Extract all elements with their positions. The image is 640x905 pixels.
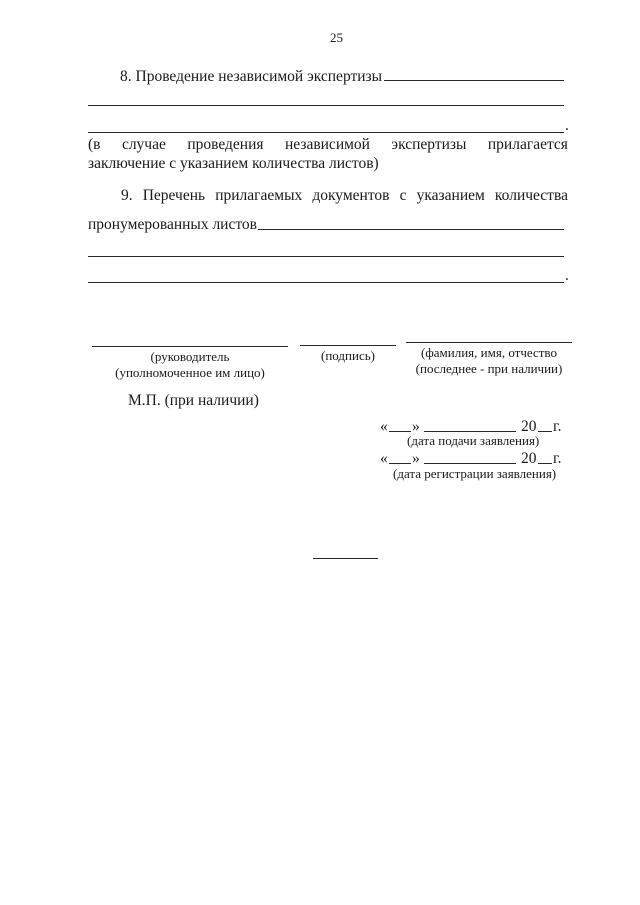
section9-word: Перечень xyxy=(142,187,206,204)
note-word: экспертизы xyxy=(391,136,467,153)
registration-date-year-prefix: 20 xyxy=(521,450,537,467)
filing-date-quote-close: » xyxy=(412,418,420,435)
section9-word: указанием xyxy=(416,187,485,204)
filing-date-quote-open: « xyxy=(380,418,388,435)
note-word: прилагается xyxy=(487,136,568,153)
registration-date-year-suffix: г. xyxy=(553,450,562,467)
stamp-label: М.П. (при наличии) xyxy=(128,392,259,409)
note-word: независимой xyxy=(284,136,370,153)
page-number: 25 xyxy=(330,30,343,45)
head-caption-line1: (руководитель xyxy=(150,349,230,364)
sign-caption: (подпись) xyxy=(321,348,375,363)
name-caption-line1: (фамилия, имя, отчество xyxy=(421,345,557,360)
name-caption-line2: (последнее - при наличии) xyxy=(415,361,563,376)
section8-note-line2: заключение с указанием количества листов) xyxy=(88,155,379,172)
closing-separator xyxy=(313,558,378,559)
section8-heading: 8. Проведение независимой экспертизы xyxy=(120,68,383,85)
section8-note-line1 xyxy=(88,136,568,154)
name-caption xyxy=(400,345,578,377)
section9-line1 xyxy=(121,187,568,205)
section9-fill-line-2 xyxy=(88,256,564,257)
note-word: случае xyxy=(121,136,166,153)
section8-fill-line-1 xyxy=(384,80,564,81)
section9-word: количества xyxy=(494,187,568,204)
registration-date-day-line xyxy=(389,463,411,464)
filing-date-year-suffix: г. xyxy=(553,418,562,435)
section9-line2: пронумерованных листов xyxy=(88,216,257,233)
filing-date-day-line xyxy=(389,431,411,432)
head-caption-line2: (уполномоченное им лицо) xyxy=(115,365,265,380)
sign-signature-line xyxy=(300,345,396,346)
section9-fill-line-1 xyxy=(258,229,564,230)
section9-word: документов xyxy=(312,187,390,204)
note-word: (в xyxy=(88,136,101,153)
registration-date-quote-open: « xyxy=(380,450,388,467)
head-caption xyxy=(92,349,288,381)
filing-date-year-prefix: 20 xyxy=(521,418,537,435)
section9-word: 9. xyxy=(121,187,133,204)
registration-date-year-line xyxy=(538,463,552,464)
filing-date-month-line xyxy=(424,431,516,432)
section9-end-dot: . xyxy=(565,267,569,284)
registration-date-label: (дата регистрации заявления) xyxy=(393,466,557,481)
filing-date-label: (дата подачи заявления) xyxy=(407,433,540,448)
section9-word: с xyxy=(399,187,407,204)
head-signature-line xyxy=(92,346,288,347)
name-signature-line xyxy=(406,342,572,343)
section9-word: прилагаемых xyxy=(215,187,303,204)
registration-date-quote-close: » xyxy=(412,450,420,467)
section8-end-dot: . xyxy=(565,117,569,134)
registration-date-month-line xyxy=(424,463,516,464)
section9-fill-line-3 xyxy=(88,282,564,283)
filing-date-year-line xyxy=(538,431,552,432)
note-word: проведения xyxy=(187,136,264,153)
section8-fill-line-2 xyxy=(88,105,564,106)
section8-fill-line-3 xyxy=(88,132,564,133)
